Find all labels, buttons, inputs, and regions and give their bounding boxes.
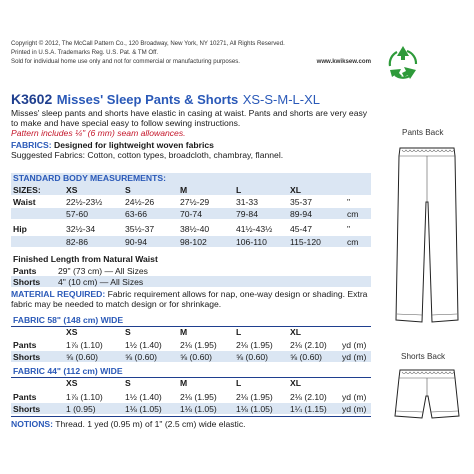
f44-shorts-xl: 1¼ (1.15) (290, 404, 327, 414)
f58-size-s: S (125, 327, 131, 337)
f44-shorts-xs: 1 (0.95) (66, 404, 96, 414)
f58-shorts-s: ⅝ (0.60) (125, 352, 158, 362)
waist-l: 31-33 (236, 197, 258, 207)
f44-pants-xl: 2⅛ (2.10) (290, 392, 327, 402)
body-measurements-heading: STANDARD BODY MEASUREMENTS: (13, 173, 166, 183)
f58-pants-m: 2⅛ (1.95) (180, 340, 217, 350)
fabrics-label: FABRICS: (11, 139, 52, 150)
pattern-code: K3602 (11, 91, 53, 107)
f44-size-xl: XL (290, 378, 301, 388)
waist-cm-xs: 57-60 (66, 209, 88, 219)
trademark-line: Printed in U.S.A. Trademarks Reg. U.S. Pat. & TM Off. (11, 49, 159, 56)
hip-cm-unit: cm (347, 237, 359, 247)
finished-pants-value: 29" (73 cm) — All Sizes (58, 266, 148, 276)
hip-l: 41½-43½ (236, 224, 273, 234)
f58-pants-s: 1½ (1.40) (125, 340, 162, 350)
f44-size-l: L (236, 378, 242, 388)
finished-shorts-label: Shorts (13, 277, 41, 287)
f44-pants-m: 2⅛ (1.95) (180, 392, 217, 402)
fabrics-text: Designed for lightweight woven fabrics (51, 139, 214, 150)
waist-m: 27½-29 (180, 197, 210, 207)
seam-allowance-note: Pattern includes ¼" (6 mm) seam allowances. (11, 128, 186, 139)
hip-s: 35½-37 (125, 224, 155, 234)
f44-size-s: S (125, 378, 131, 388)
hip-cm-l: 106-110 (236, 237, 267, 247)
waist-cm-xl: 89-94 (290, 209, 312, 219)
website-link[interactable]: www.kwiksew.com (316, 58, 371, 65)
usage-text: Sold for individual home use only and not for commercial or manufacturing purposes. (11, 58, 240, 65)
f58-size-xs: XS (66, 327, 78, 337)
hip-cm-s: 90-94 (125, 237, 147, 247)
size-m: M (180, 185, 188, 195)
f44-pants-unit: yd (m) (342, 392, 367, 402)
f44-shorts-s: 1⅛ (1.05) (125, 404, 162, 414)
f44-pants-s: 1½ (1.40) (125, 392, 162, 402)
f44-pants-label: Pants (13, 392, 37, 402)
hip-xs: 32½-34 (66, 224, 96, 234)
waist-cm-s: 63-66 (125, 209, 147, 219)
pattern-title (11, 91, 320, 109)
f58-pants-xs: 1⅞ (1.10) (66, 340, 103, 350)
f44-size-m: M (180, 378, 188, 388)
f58-size-m: M (180, 327, 188, 337)
finished-shorts-value: 4" (10 cm) — All Sizes (58, 277, 144, 287)
finished-pants-label: Pants (13, 266, 37, 276)
shorts-back-label: Shorts Back (401, 352, 446, 361)
f44-shorts-unit: yd (m) (342, 404, 367, 414)
f58-shorts-l: ⅝ (0.60) (236, 352, 269, 362)
f44-shorts-m: 1⅛ (1.05) (180, 404, 217, 414)
f58-shorts-unit: yd (m) (342, 352, 367, 362)
pants-back-illustration (392, 142, 462, 327)
hip-unit: " (347, 224, 351, 234)
notions-text: Thread. 1 yed (0.95 m) of 1" (2.5 cm) wide elastic. (53, 419, 246, 429)
waist-cm-l: 79-84 (236, 209, 258, 219)
pattern-sizes: XS-S-M-L-XL (242, 92, 321, 107)
notions-rule (11, 416, 371, 417)
sizes-label: SIZES: (13, 185, 41, 195)
f44-shorts-label: Shorts (13, 404, 41, 414)
hip-label: Hip (13, 224, 27, 234)
size-l: L (236, 185, 242, 195)
waist-unit: " (347, 197, 351, 207)
f58-pants-xl: 2⅛ (2.10) (290, 340, 327, 350)
copyright-line: Copyright © 2012, The McCall Pattern Co., 120 Broadway, New York, NY 10271, All Rights Reserved. (11, 40, 285, 47)
hip-xl: 45-47 (290, 224, 312, 234)
hip-cm-xs: 82-86 (66, 237, 88, 247)
notions-label: NOTIONS: (11, 419, 54, 429)
waist-xl: 35-37 (290, 197, 312, 207)
shorts-back-illustration (392, 366, 462, 421)
pattern-name: Misses' Sleep Pants & Shorts (56, 92, 239, 107)
description-text: Misses' sleep pants and shorts have elastic in casing at waist. Pants and shorts are very easy to make and have special easy to follow sewing instructions. (11, 108, 368, 129)
waist-xs: 22½-23½ (66, 197, 103, 207)
hip-cm-m: 98-102 (180, 237, 207, 247)
waist-s: 24½-26 (125, 197, 155, 207)
fabric58-rule (11, 326, 371, 327)
pants-back-label: Pants Back (402, 128, 444, 137)
suggested-fabrics: Suggested Fabrics: Cotton, cotton types, broadcloth, chambray, flannel. (11, 149, 284, 160)
sizes-row-band (11, 184, 371, 195)
size-xl: XL (290, 185, 301, 195)
material-required (11, 289, 375, 310)
fabric44-rule (11, 377, 371, 378)
f44-shorts-l: 1⅛ (1.05) (236, 404, 273, 414)
f58-shorts-label: Shorts (13, 352, 41, 362)
material-text: Fabric requirement allows for nap, one-way design or shading. Extra fabric may be needed to match design or for shrinkage. (11, 289, 368, 310)
f58-shorts-xs: ⅝ (0.60) (66, 352, 99, 362)
size-xs: XS (66, 185, 78, 195)
waist-cm-m: 70-74 (180, 209, 202, 219)
fabrics-line (11, 140, 369, 150)
f44-pants-l: 2⅛ (1.95) (236, 392, 273, 402)
f44-pants-xs: 1⅞ (1.10) (66, 392, 103, 402)
notions (11, 419, 375, 429)
recycle-icon (383, 42, 423, 82)
description (11, 108, 369, 160)
hip-m: 38½-40 (180, 224, 210, 234)
f58-pants-l: 2⅛ (1.95) (236, 340, 273, 350)
f58-size-xl: XL (290, 327, 301, 337)
f58-shorts-m: ⅝ (0.60) (180, 352, 213, 362)
finished-length-heading: Finished Length from Natural Waist (13, 254, 158, 264)
waist-label: Waist (13, 197, 36, 207)
waist-cm-unit: cm (347, 209, 359, 219)
fabric44-heading: FABRIC 44" (112 cm) WIDE (13, 366, 123, 376)
f58-pants-label: Pants (13, 340, 37, 350)
usage-line (11, 58, 371, 66)
f58-size-l: L (236, 327, 242, 337)
f44-size-xs: XS (66, 378, 78, 388)
hip-cm-xl: 115-120 (290, 237, 321, 247)
size-s: S (125, 185, 131, 195)
f58-pants-unit: yd (m) (342, 340, 367, 350)
f58-shorts-xl: ⅝ (0.60) (290, 352, 323, 362)
material-label: MATERIAL REQUIRED: (11, 289, 106, 299)
fabric58-heading: FABRIC 58" (148 cm) WIDE (13, 315, 124, 325)
